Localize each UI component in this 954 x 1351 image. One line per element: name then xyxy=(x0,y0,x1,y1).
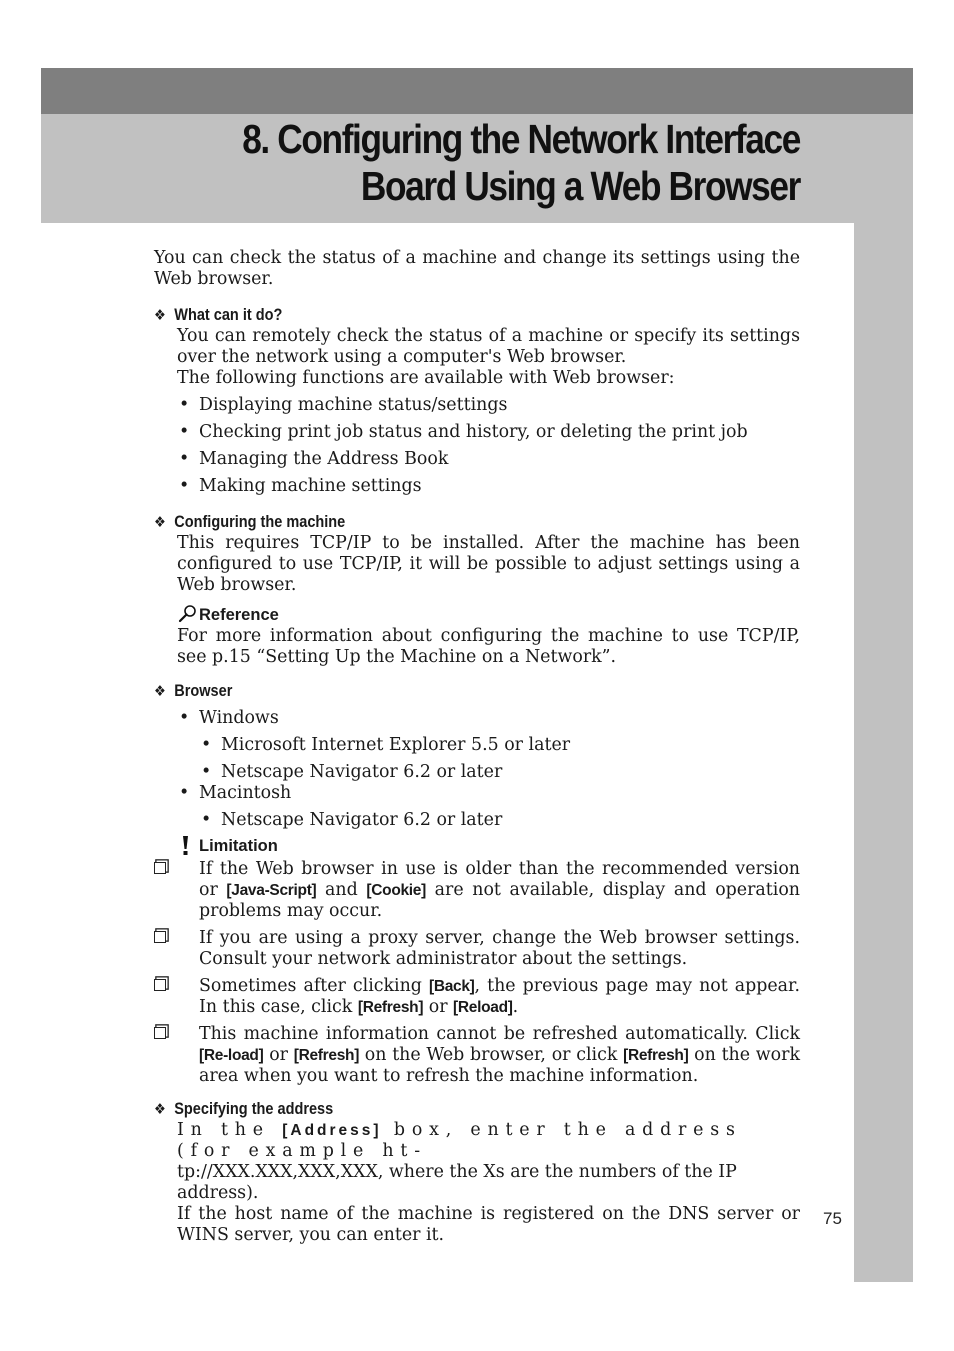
limitation-item: This machine information cannot be refreshed automatically. Click [Re-load] or [Refresh] on the Web browser, or click [Refresh] on the work area when you want to refresh the machine information. xyxy=(154,1024,800,1087)
list-item: • Managing the Address Book xyxy=(177,449,800,470)
sub-list xyxy=(199,735,800,783)
checkbox-icon xyxy=(154,979,166,991)
checkbox-icon xyxy=(154,862,166,874)
reference-heading: Reference xyxy=(177,604,800,626)
page-content xyxy=(154,248,800,1246)
chapter-title-line2: Board Using a Web Browser xyxy=(360,163,800,209)
sub-list xyxy=(199,810,800,831)
list-item: • Macintosh • Netscape Navigator 6.2 or later xyxy=(177,783,800,831)
chapter-number: 8. xyxy=(242,116,269,162)
chapter-title xyxy=(215,116,800,210)
paragraph: If the host name of the machine is registered on the DNS server or WINS server, you can enter it. xyxy=(177,1204,800,1245)
list-item: • Making machine settings xyxy=(177,476,800,497)
list-item: • Netscape Navigator 6.2 or later xyxy=(199,810,800,831)
side-thumb-bar xyxy=(854,223,913,1282)
checkbox-icon xyxy=(154,931,166,943)
chapter-title-line1: Configuring the Network Interface xyxy=(277,116,800,162)
section-heading: ❖ Configuring the machine xyxy=(154,513,346,531)
paragraph: The following functions are available with Web browser: xyxy=(177,368,675,388)
section-heading: ❖ Specifying the address xyxy=(154,1100,334,1118)
paragraph: You can remotely check the status of a machine or specify its settings over the network using a computer's Web browser. xyxy=(177,326,800,367)
limitation-item: Sometimes after clicking [Back], the previous page may not appear. In this case, click [Refresh] or [Reload]. xyxy=(154,976,800,1018)
section-address xyxy=(154,1099,800,1246)
diamond-icon: ❖ xyxy=(154,514,166,531)
magnifier-icon xyxy=(177,604,199,626)
section-what-can-it-do xyxy=(154,305,800,497)
section-heading: ❖ Browser xyxy=(154,682,233,700)
paragraph: This requires TCP/IP to be installed. After the machine has been configured to use TCP/IP, it will be possible to adjust settings using a Web browser. xyxy=(177,533,800,595)
section-heading: ❖ What can it do? xyxy=(154,306,283,324)
list-item: • Checking print job status and history, or deleting the print job xyxy=(177,422,800,443)
browser-list xyxy=(177,708,800,831)
diamond-icon: ❖ xyxy=(154,683,166,700)
exclamation-icon xyxy=(177,835,199,857)
list-item: • Displaying machine status/settings xyxy=(177,395,800,416)
reference-text: For more information about configuring the machine to use TCP/IP, see p.15 “Setting Up the Machine on a Network”. xyxy=(177,626,800,667)
section-browser xyxy=(154,681,800,1087)
list-item: • Microsoft Internet Explorer 5.5 or later xyxy=(199,735,800,756)
limitation-heading: Limitation xyxy=(177,835,800,857)
page-number: 75 xyxy=(823,1209,842,1228)
diamond-icon: ❖ xyxy=(154,307,166,324)
list-item: • Windows • Microsoft Internet Explorer 5.5 or later • Netscape Navigator 6.2 or later xyxy=(177,708,800,783)
section-configuring xyxy=(154,512,800,668)
paragraph: In the [Address] box, enter the address (for example ht- tp://XXX.XXX,XXX,XXX, where the Xs are the numbers of the IP address). xyxy=(177,1120,742,1203)
diamond-icon: ❖ xyxy=(154,1101,166,1118)
intro-paragraph: You can check the status of a machine and change its settings using the Web browser. xyxy=(154,248,800,289)
limitation-item: If you are using a proxy server, change the Web browser settings. Consult your network administrator about the settings. xyxy=(154,928,800,970)
header-band-dark xyxy=(41,68,913,114)
checkbox-icon xyxy=(154,1027,166,1039)
function-list xyxy=(177,395,800,497)
list-item: • Netscape Navigator 6.2 or later xyxy=(199,762,800,783)
limitation-item: If the Web browser in use is older than the recommended version or [Java-Script] and [Cookie] are not available, display and operation problems may occur. xyxy=(154,859,800,922)
